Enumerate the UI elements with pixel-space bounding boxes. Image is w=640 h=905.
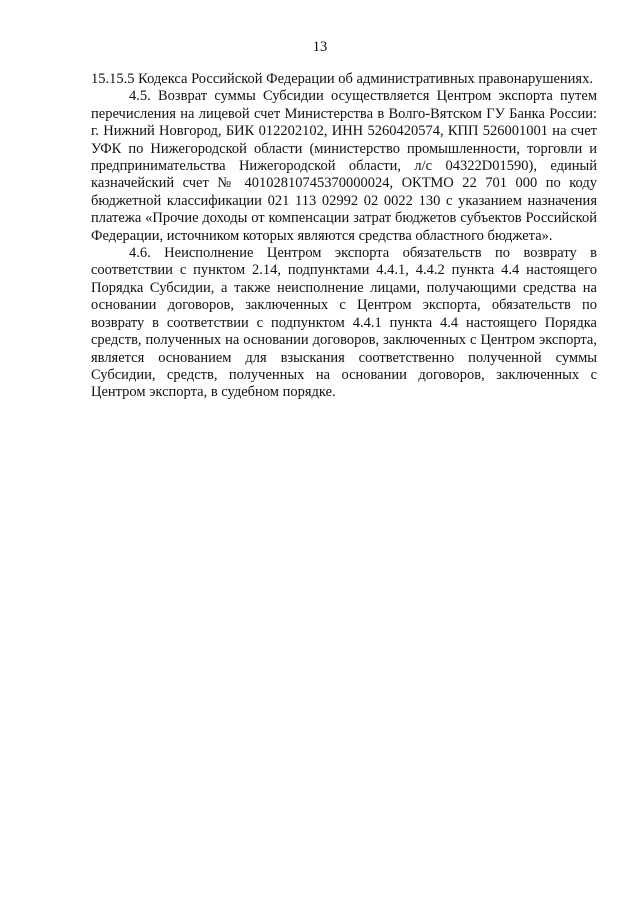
document-body — [91, 71, 597, 402]
page-number: 13 — [312, 39, 328, 55]
paragraph-4-6-non-fulfillment: 4.6. Неисполнение Центром экспорта обязательств по возврату в соответствии с пунктом 2.14, подпунктами 4.4.1, 4.4.2 пункта 4.4 настоящего Порядка Субсидии, а также неисполнение лицами, получающими средства на основании договоров, заключенных с Центром экспорта, обязательств по возврату в соответствии с подпунктом 4.4.1 пункта 4.4 настоящего Порядка средств, полученных на основании договоров, заключенных с Центром экспорта, является основанием для взыскания соответственно полученной суммы Субсидии, средств, полученных на основании договоров, заключенных с Центром экспорта, в судебном порядке. — [91, 245, 597, 401]
paragraph-4-5-subsidy-return: 4.5. Возврат суммы Субсидии осуществляется Центром экспорта путем перечисления на лицевой счет Министерства в Волго-Вятском ГУ Банка России: г. Нижний Новгород, БИК 012202102, ИНН 5260420574, КПП 526001001 на счет УФК по Нижегородской области (министерство промышленности, торговли и предпринимательства Нижегородской области, л/с 04322D01590), единый казначейский счет № 40102810745370000024, ОКТМО 22 701 000 по коду бюджетной классификации 021 113 02992 02 0022 130 с указанием назначения платежа «Прочие доходы от компенсации затрат бюджетов субъектов Российской Федерации, источником которых являются средства областного бюджета». — [91, 88, 597, 244]
paragraph-15-15-5-continuation: 15.15.5 Кодекса Российской Федерации об административных правонарушениях. — [91, 71, 593, 87]
